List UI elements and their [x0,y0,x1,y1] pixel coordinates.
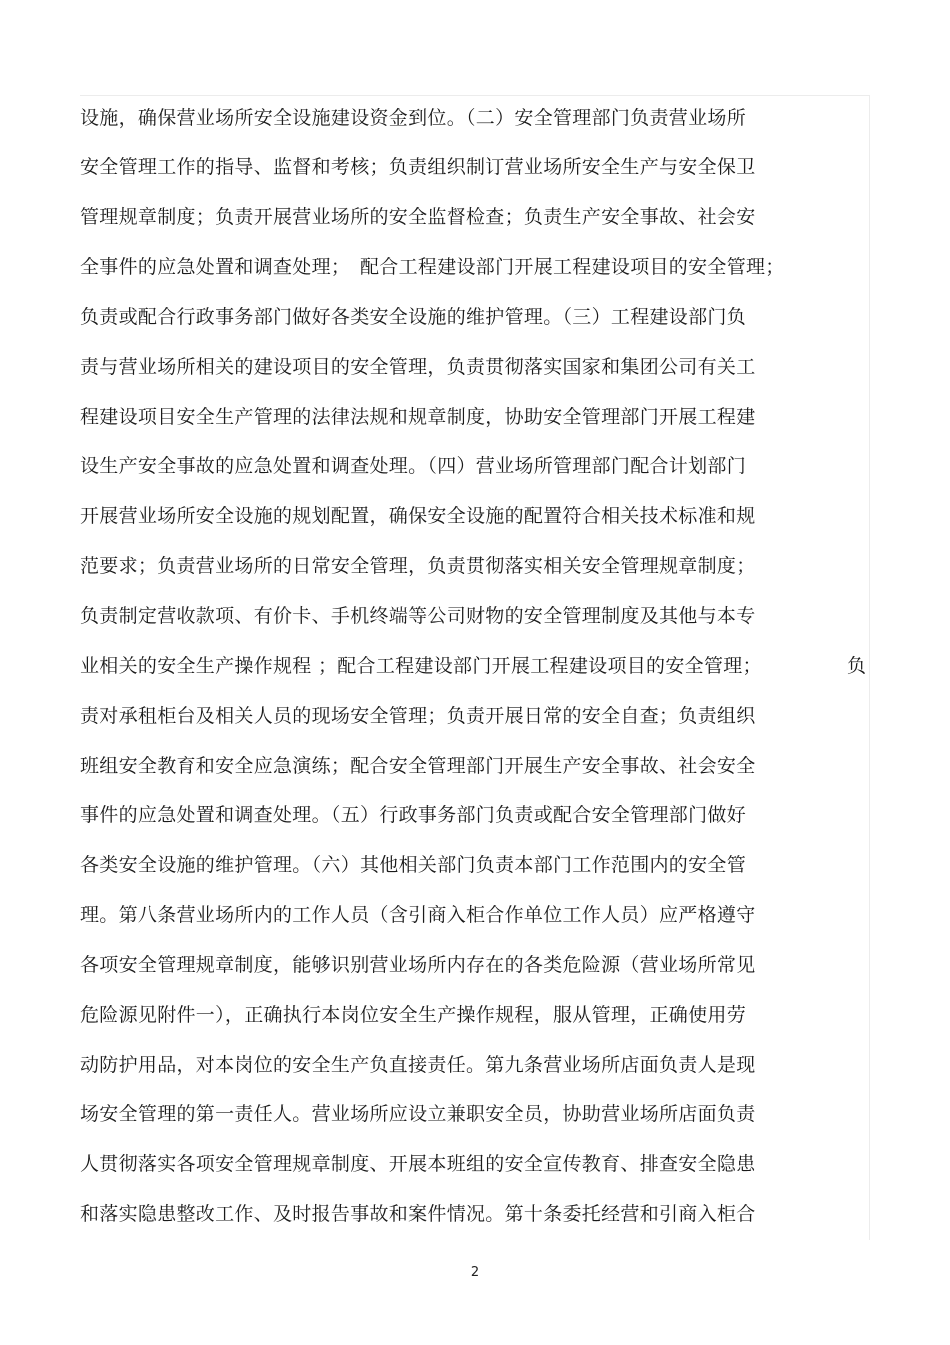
text-line [80,654,867,678]
text-line: 安全管理工作的指导、监督和考核；负责组织制订营业场所安全生产与安全保卫 [80,156,756,178]
text-line: 人贯彻落实各项安全管理规章制度、开展本班组的安全宣传教育、排查安全隐患 [80,1153,756,1175]
text-line: 设施，确保营业场所安全设施建设资金到位。（二）安全管理部门负责营业场所 [80,107,747,129]
text-line: 责与营业场所相关的建设项目的安全管理，负责贯彻落实国家和集团公司有关工 [80,356,756,378]
text-line: 管理规章制度；负责开展营业场所的安全监督检查；负责生产安全事故、社会安 [80,206,756,228]
text-line: 负责或配合行政事务部门做好各类安全设施的维护管理。（三）工程建设部门负 [80,306,747,328]
text-line: 各类安全设施的维护管理。（六）其他相关部门负责本部门工作范围内的安全管 [80,854,747,876]
text-line: 班组安全教育和安全应急演练；配合安全管理部门开展生产安全事故、社会安全 [80,755,756,777]
text-line: 开展营业场所安全设施的规划配置，确保安全设施的配置符合相关技术标准和规 [80,505,756,527]
text-line: 动防护用品，对本岗位的安全生产负直接责任。第九条营业场所店面负责人是现 [80,1054,756,1076]
text-line: 范要求；负责营业场所的日常安全管理，负责贯彻落实相关安全管理规章制度； [80,555,756,577]
page-number: 2 [470,1265,480,1280]
text-line: 责对承租柜台及相关人员的现场安全管理；负责开展日常的安全自查；负责组织 [80,705,756,727]
text-line: 理。第八条营业场所内的工作人员（含引商入柜合作单位工作人员）应严格遵守 [80,904,756,926]
text-line-main: 业相关的安全生产操作规程 ；配合工程建设部门开展工程建设项目的安全管理； [80,655,762,677]
text-line: 负责制定营收款项、有价卡、手机终端等公司财物的安全管理制度及其他与本专 [80,605,756,627]
text-line: 各项安全管理规章制度，能够识别营业场所内存在的各类危险源（营业场所常见 [80,954,756,976]
text-line: 程建设项目安全生产管理的法律法规和规章制度，协助安全管理部门开展工程建 [80,406,756,428]
text-line: 和落实隐患整改工作、及时报告事故和案件情况。第十条委托经营和引商入柜合 [80,1203,756,1225]
text-line-tail: 负 [847,655,867,677]
text-line: 设生产安全事故的应急处置和调查处理。（四）营业场所管理部门配合计划部门 [80,455,747,477]
text-line: 事件的应急处置和调查处理。（五）行政事务部门负责或配合安全管理部门做好 [80,804,747,826]
text-line: 危险源见附件一），正确执行本岗位安全生产操作规程，服从管理，正确使用劳 [80,1004,747,1026]
text-line: 全事件的应急处置和调查处理； 配合工程建设部门开展工程建设项目的安全管理； [80,256,785,278]
text-line: 场安全管理的第一责任人。营业场所应设立兼职安全员，协助营业场所店面负责 [80,1103,756,1125]
